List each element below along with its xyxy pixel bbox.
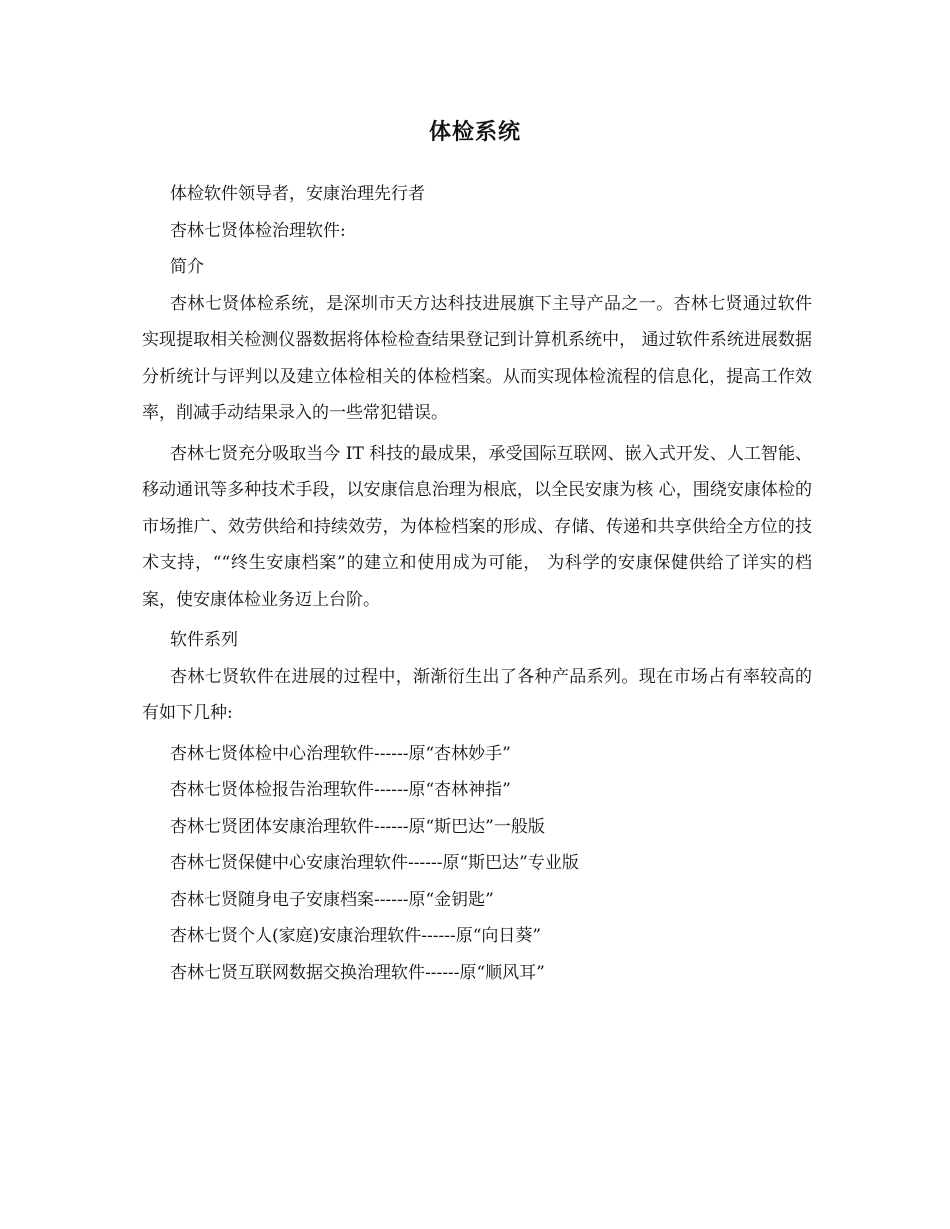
series-list-item: 杏林七贤体检报告治理软件------原“杏林神指” — [170, 780, 511, 800]
series-list-item: 杏林七贤个人(家庭)安康治理软件------原“向日葵” — [170, 926, 542, 946]
series-list-item: 杏林七贤体检中心治理软件------原“杏林妙手” — [170, 743, 511, 764]
document-body — [142, 176, 812, 991]
intro-heading: 简介 — [170, 257, 204, 277]
series-heading: 软件系列 — [170, 630, 238, 650]
series-list-item: 杏林七贤团体安康治理软件------原“斯巴达”一般版 — [170, 816, 545, 837]
series-list-item: 杏林七贤保健中心安康治理软件------原“斯巴达”专业版 — [170, 853, 579, 873]
document-title: 体检系统 — [428, 120, 521, 145]
intro-paragraph-2: 杏林七贤充分吸取当今 IT 科技的最成果，承受国际互联网、嵌入式开发、人工智能、移动通讯等多种技术手段，以安康信息治理为根底，以全民安康为核 心，围绕安康体检的市场推广、效劳供给和持续效劳，为体检档案的形成、存储、传递和共享供给全方位的技术支持，““终生安康档案”的建立和使用成为可能， 为科学的安康保健供给了详实的档案，使安康体检业务迈上台阶。 — [142, 443, 812, 610]
series-paragraph: 杏林七贤软件在进展的过程中，渐渐衍生出了各种产品系列。现在市场占有率较高的有如下几种: — [142, 666, 812, 723]
series-list-item: 杏林七贤互联网数据交换治理软件------原“顺风耳” — [170, 962, 545, 983]
intro-paragraph-1: 杏林七贤体检系统，是深圳市天方达科技进展旗下主导产品之一。杏林七贤通过软件实现提取相关检测仪器数据将体检检查结果登记到计算机系统中， 通过软件系统进展数据分析统计与评判以及建立体检相关的体检档案。从而实现体检流程的信息化，提高工作效率，削减手动结果录入的一些常犯错误。 — [142, 293, 812, 423]
software-heading: 杏林七贤体检治理软件: — [170, 220, 346, 241]
series-list-item: 杏林七贤随身电子安康档案------原“金钥匙” — [170, 889, 494, 910]
slogan-paragraph: 体检软件领导者，安康治理先行者 — [170, 184, 425, 204]
